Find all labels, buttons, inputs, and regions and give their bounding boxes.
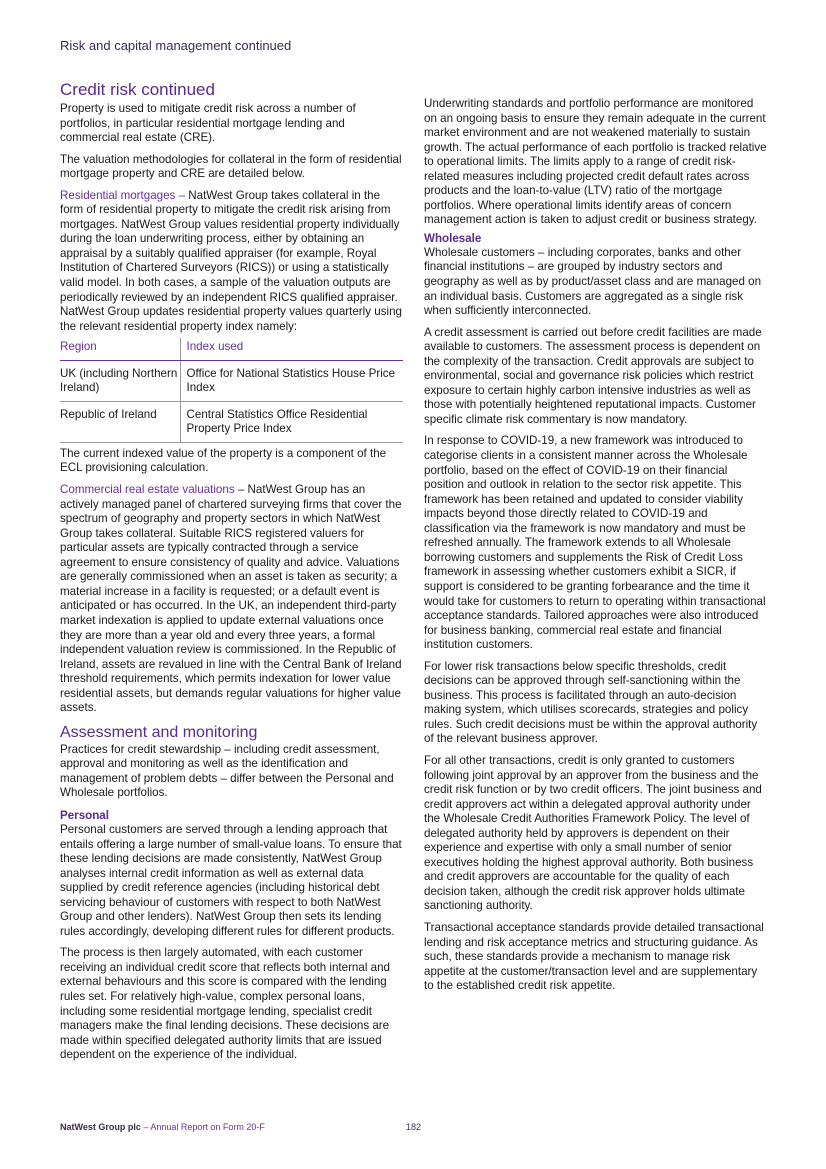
page-number: 182 — [406, 1122, 422, 1132]
paragraph: In response to COVID-19, a new framework was introduced to categorise clients in a consistent manner across the Wholesale portfolio, based on the effect of COVID-19 on their financial position and outlook in relation to the sector risk appetite. This framework has been retained and updated to consider viability impacts beyond those directly related to COVID-19 and classification via the framework is now mandatory and must be refreshed annually. The framework extends to all Wholesale borrowing customers and supplements the Risk of Credit Loss framework in assessing whether customers exhibit a SICR, if support is considered to be granting forbearance and the time it would take for customers to return to operating within transactional acceptance standards. Tailored approaches were also introduced for business banking, commercial real estate and financial institution customers. — [424, 434, 766, 652]
subsection-heading: Wholesale — [424, 231, 482, 245]
paragraph: Practices for credit stewardship – including credit assessment, approval and monitoring as well as the identification and management of problem debts – differ between the Personal and Wholesale portfolios. — [60, 742, 394, 800]
paragraph: The valuation methodologies for collateral in the form of residential mortgage property and CRE are detailed below. — [60, 152, 402, 181]
table-header-region: Region — [60, 338, 180, 360]
paragraph: Transactional acceptance standards provide detailed transactional lending and risk acceptance metrics and structuring guidance. As such, these standards provide a mechanism to manage risk appetite at the customer/transaction level and are supplementary to the established credit risk appetite. — [424, 920, 764, 993]
table-cell: Central Statistics Office Residential Property Price Index — [180, 401, 403, 442]
table-row — [60, 360, 403, 401]
footer — [60, 1122, 265, 1132]
paragraph: Property is used to mitigate credit risk across a number of portfolios, in particular residential mortgage lending and commercial real estate (CRE). — [60, 102, 356, 145]
table-cell: Republic of Ireland — [60, 401, 180, 442]
footer-report: – Annual Report on Form 20-F — [140, 1122, 265, 1132]
paragraph-body: – NatWest Group has an actively managed panel of chartered surveying firms that cover the spectrum of geography and property sectors in which NatWest Group takes collateral. Suitable RICS registered valuers for particular assets are typically contracted through a service agreement to ensure consistency of quality and advice. Valuations are generally commissioned when an asset is taken as security; a material increase in a facility is requested; or a default event is anticipated or has occurred. In the UK, an independent third-party market indexation is applied to update external valuations once they are more than a year old and every three years, a formal independent valuation review is commissioned. In the Republic of Ireland, assets are revalued in line with the Central Bank of Ireland threshold requirements, which permits indexation for lower value residential assets, but demands regular valuations for higher value assets. — [60, 483, 402, 715]
running-header: Risk and capital management continued — [60, 38, 292, 53]
paragraph: Personal customers are served through a lending approach that entails offering a large number of small-value loans. To ensure that these lending decisions are made consistently, NatWest Group analyses internal credit information as well as external data supplied by credit reference agencies (including historical debt servicing behaviour of customers with respect to both NatWest Group and other lenders). NatWest Group then sets its lending rules accordingly, developing different rules for different products. — [60, 822, 402, 938]
paragraph: Wholesale customers – including corporates, banks and other financial institutions – are grouped by industry sectors and geography as well as by product/asset class and are managed on an individual basis. Customers are aggregated as a single risk when sufficiently interconnected. — [424, 245, 762, 318]
footer-company: NatWest Group plc — [60, 1122, 141, 1132]
section-heading: Credit risk continued — [60, 80, 215, 99]
paragraph-lead: Residential mortgages – — [60, 188, 189, 202]
table-cell: Office for National Statistics House Price Index — [180, 360, 403, 401]
paragraph — [60, 483, 403, 716]
paragraph-body: NatWest Group takes collateral in the form of residential property to mitigate the credit risk arising from mortgages. NatWest Group values residential property individually during the loan underwriting process, either by obtaining an appraisal by a suitably qualified appraiser (for example, Royal Institution of Chartered Surveyors (RICS)) or using a statistically valid model. In both cases, a sample of the valuation outputs are periodically reviewed by an independent RICS qualified appraiser. NatWest Group updates residential property values quarterly using the relevant residential property index namely: — [60, 188, 402, 333]
paragraph: A credit assessment is carried out before credit facilities are made available to customers. The assessment process is dependent on the complexity of the transaction. Credit approvals are subject to environmental, social and governance risk policies which restrict exposure to certain highly carbon intensive industries as well as those with potentially heightened reputational impacts. Customer specific climate risk commentary is now mandatory. — [424, 325, 762, 426]
paragraph: The process is then largely automated, with each customer receiving an individual credit score that reflects both internal and external behaviours and this score is compared with the lending rules set. For relatively high-value, complex personal loans, including some residential mortgage lending, specialist credit managers make the final lending decisions. These decisions are made within specified delegated authority limits that are issued dependent on the experience of the individual. — [60, 946, 390, 1062]
paragraph: The current indexed value of the property is a component of the ECL provisioning calculation. — [60, 446, 387, 475]
paragraph: For lower risk transactions below specific thresholds, credit decisions can be approved through self-sanctioning within the business. This process is facilitated through an auto-decision making system, which utilises scorecards, strategies and policy rules. Such credit decisions must be within the approval authority of the relevant business approver. — [424, 659, 758, 746]
paragraph — [60, 189, 403, 334]
paragraph: Underwriting standards and portfolio performance are monitored on an ongoing basis to ensure they remain adequate in the current market environment and are not weakened materially to sustain growth. The actual performance of each portfolio is tracked relative to operational limits. The limits apply to a range of credit risk-related measures including projected credit default rates across products and the loan-to-value (LTV) ratio of the mortgage portfolios. Where operational limits identify areas of concern management action is taken to adjust credit or business strategy. — [424, 97, 767, 227]
table-row — [60, 401, 403, 442]
left-column — [60, 80, 403, 1070]
section-heading: Assessment and monitoring — [60, 723, 258, 741]
right-column — [424, 97, 767, 1001]
table-header-index: Index used — [180, 338, 403, 360]
table-cell: UK (including Northern Ireland) — [60, 360, 180, 401]
paragraph-lead: Commercial real estate valuations — [60, 483, 235, 497]
paragraph: For all other transactions, credit is only granted to customers following joint approval by an approver from the business and the credit risk function or by two credit officers. The joint business and credit approvers act within a delegated approval authority under the Wholesale Credit Authorities Framework Policy. The level of delegated authority held by approvers is dependent on their experience and expertise with only a small number of senior executives holding the highest approval authority. Both business and credit approvers are accountable for the quality of each decision taken, although the credit risk approver holds ultimate sanctioning authority. — [424, 753, 762, 913]
index-table — [60, 338, 403, 443]
subsection-heading: Personal — [60, 808, 109, 822]
